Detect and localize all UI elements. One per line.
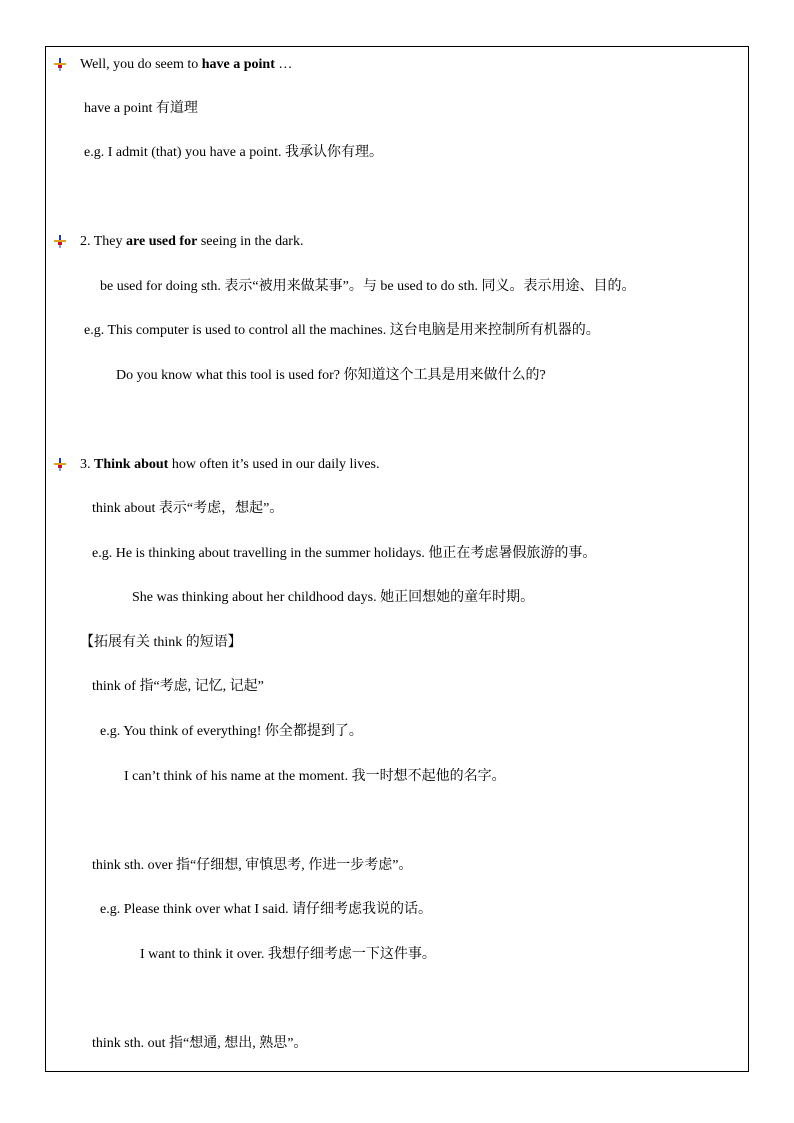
- line-1-bold: have a point: [201, 57, 275, 72]
- line-12: 【拓展有关 think 的短语】: [80, 635, 242, 650]
- line-10: e.g. He is thinking about travelling in the summer holidays. 他正在考虑暑假旅游的事。: [92, 546, 597, 561]
- line-4: [80, 233, 303, 251]
- line-6: e.g. This computer is used to control all the machines. 这台电脑是用来控制所有机器的。: [84, 323, 600, 338]
- line-15: I can’t think of his name at the moment. 我一时想不起他的名字。: [124, 769, 506, 784]
- pin-bullet-icon: [53, 234, 67, 248]
- line-8-bold: Think about: [94, 457, 169, 472]
- line-3: e.g. I admit (that) you have a point. 我承认你有理。: [84, 145, 383, 160]
- line-8-tail: how often it’s used in our daily lives.: [168, 457, 380, 472]
- line-1: [80, 56, 292, 74]
- pin-bullet-icon: [53, 457, 67, 471]
- line-8-text: 3.: [80, 457, 94, 472]
- line-18: I want to think it over. 我想仔细考虑一下这件事。: [140, 947, 436, 962]
- line-7: Do you know what this tool is used for? 你知道这个工具是用来做什么的?: [116, 368, 546, 383]
- line-16: think sth. over 指“仔细想, 审慎思考, 作进一步考虑”。: [92, 858, 413, 873]
- line-11: She was thinking about her childhood days. 她正回想她的童年时期。: [132, 590, 535, 605]
- line-4-bold: are used for: [126, 234, 198, 249]
- pin-bullet-icon: [53, 57, 67, 71]
- line-9: think about 表示“考虑，想起”。: [92, 501, 284, 516]
- line-2: have a point 有道理: [84, 101, 198, 116]
- line-1-text: Well, you do seem to: [80, 57, 202, 72]
- line-5: be used for doing sth. 表示“被用来做某事”。与 be used to do sth. 同义。表示用途、目的。: [100, 279, 636, 294]
- line-14: e.g. You think of everything! 你全都提到了。: [100, 724, 363, 739]
- line-13: think of 指“考虑, 记忆, 记起”: [92, 679, 264, 694]
- line-4-tail: seeing in the dark.: [197, 234, 304, 249]
- line-4-text: 2. They: [80, 234, 127, 249]
- line-1-tail: …: [274, 57, 293, 72]
- line-17: e.g. Please think over what I said. 请仔细考虑我说的话。: [100, 902, 433, 917]
- line-19: think sth. out 指“想通, 想出, 熟思”。: [92, 1036, 308, 1051]
- line-8: [80, 456, 379, 474]
